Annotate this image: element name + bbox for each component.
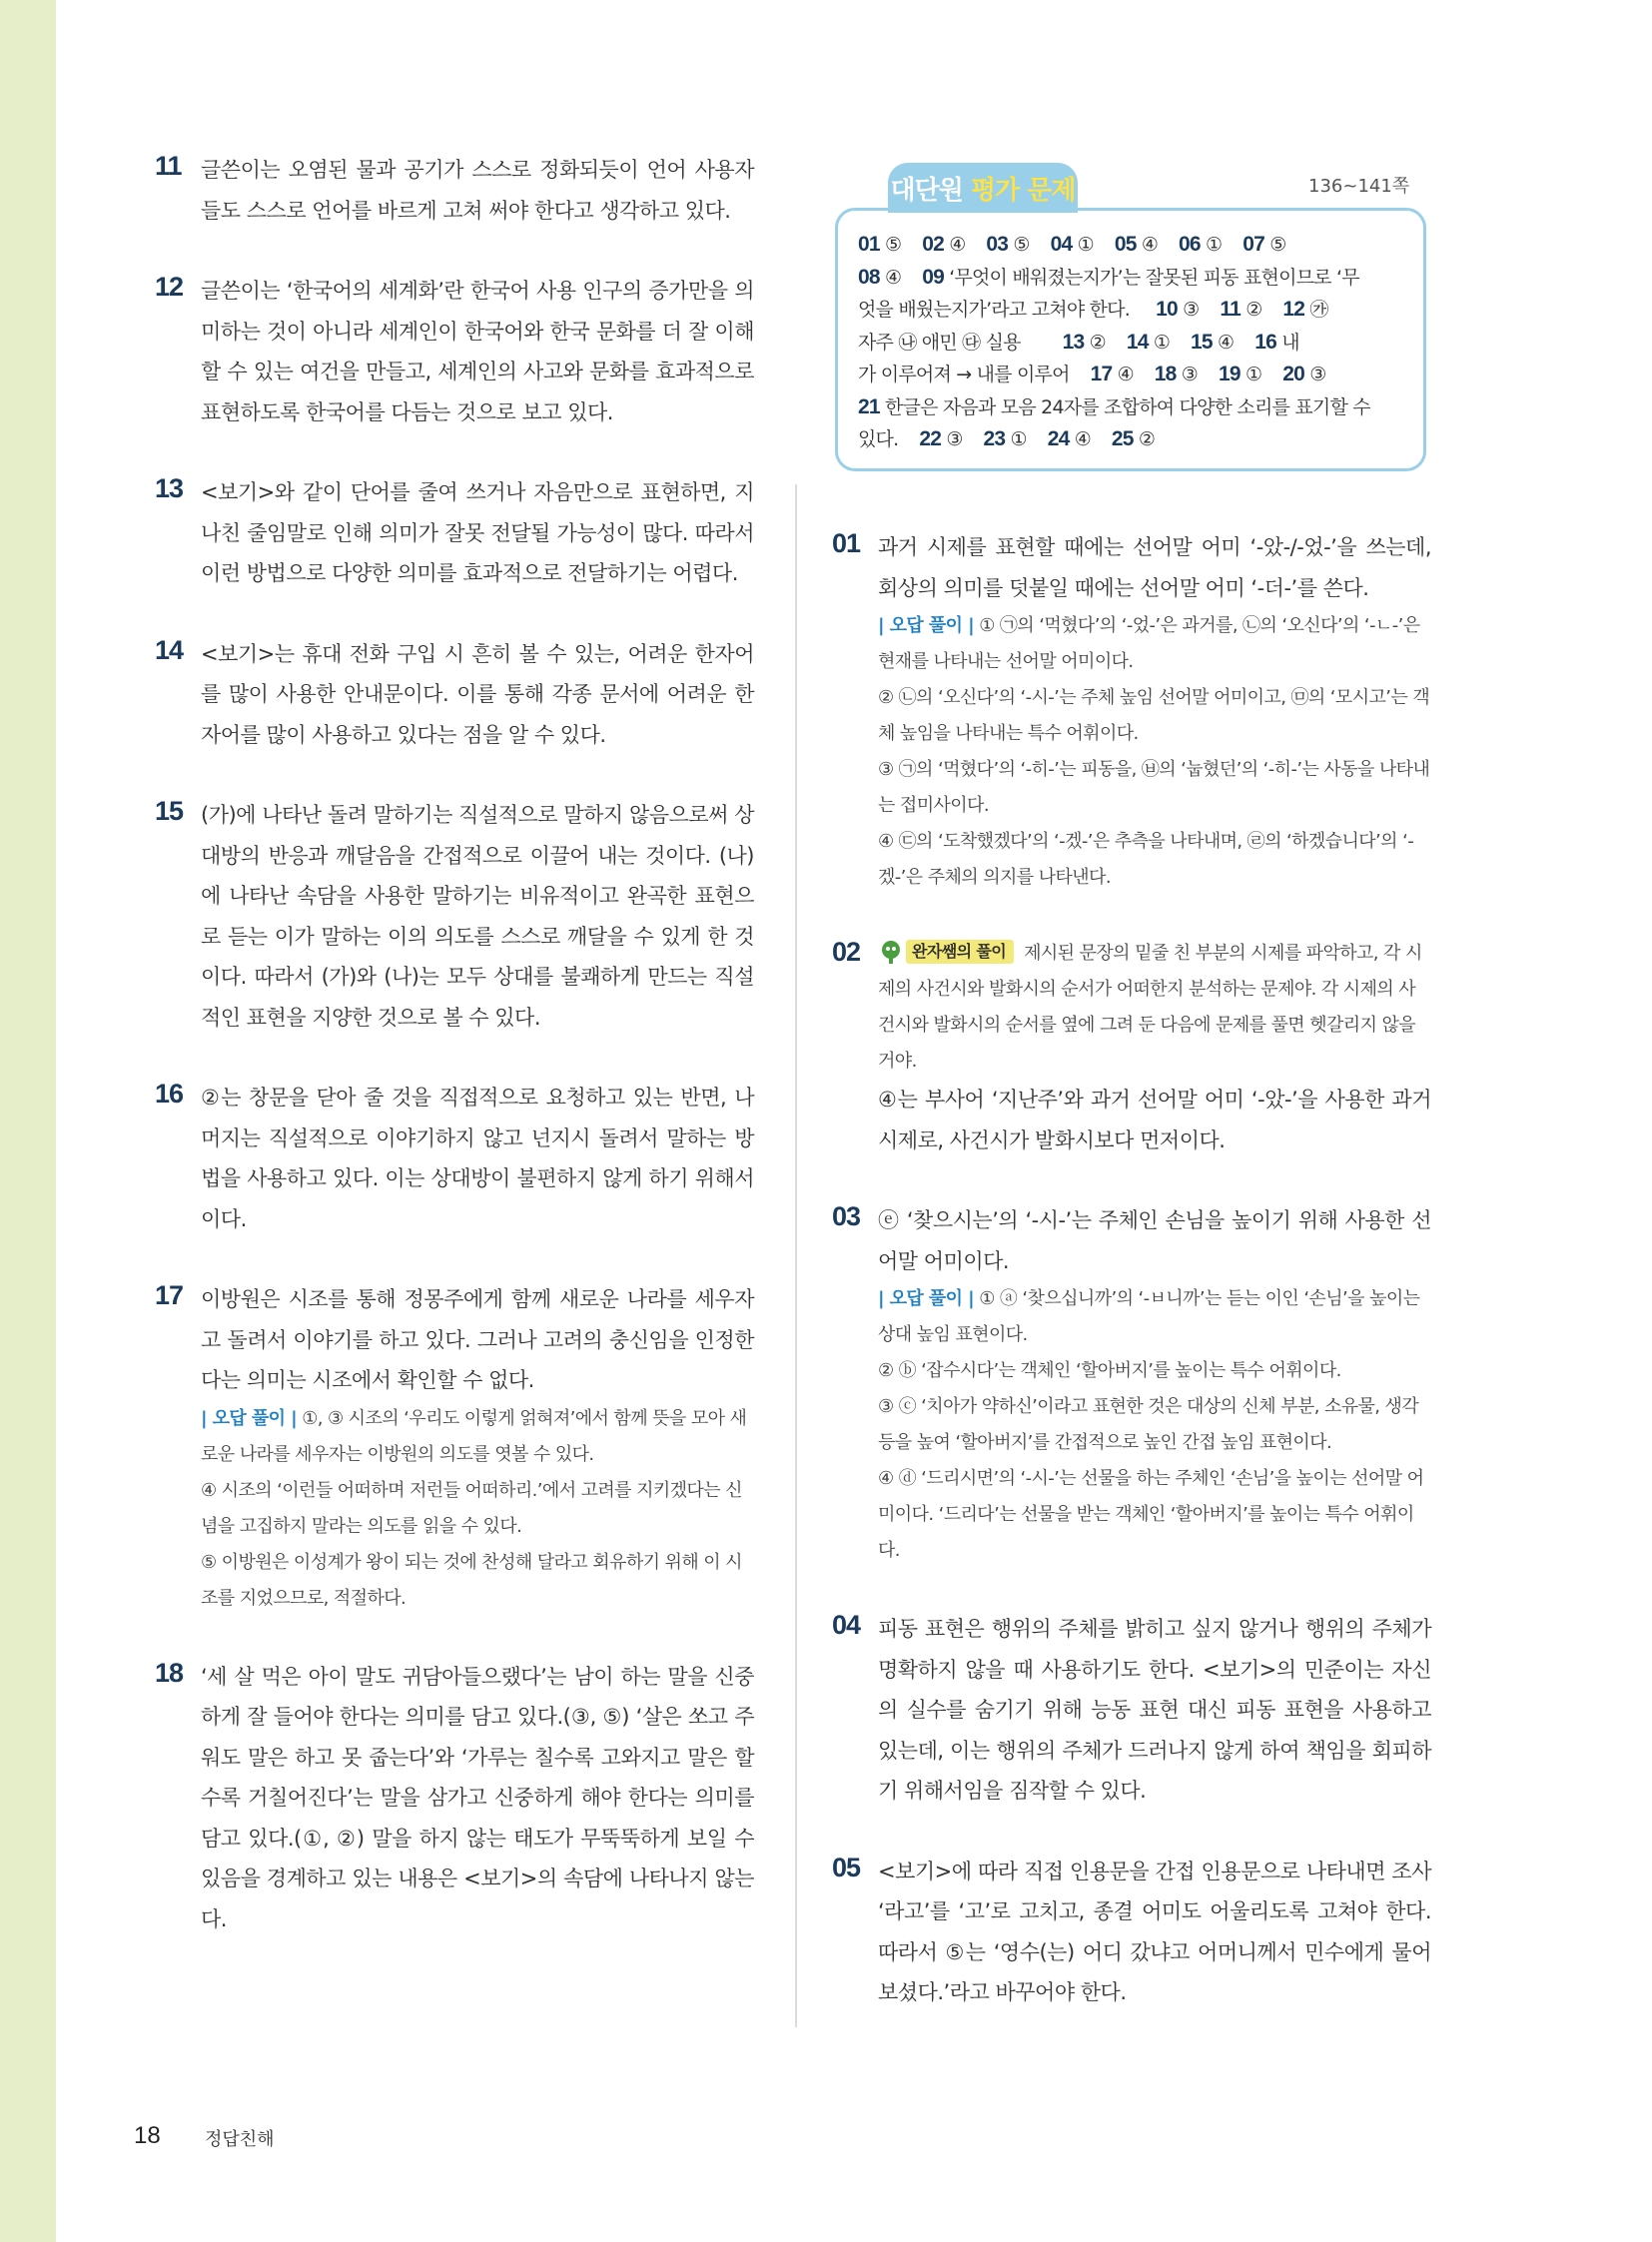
wrong-answer-note-text: ④ 시조의 ‘이런들 어떠하며 저런들 어떠하리.’에서 고려를 지키겠다는 신념을 고집하지 말라는 의도를 읽을 수 있다.	[201, 1479, 742, 1537]
question-number: 03	[832, 1201, 861, 1231]
answer-key-line: 자주 ㉯ 애민 ㉰ 실용 13 ② 14 ① 15 ④ 16 내	[858, 330, 1299, 354]
answer-box-title	[888, 170, 1078, 207]
answer-box-tab	[888, 163, 1078, 213]
question-number: 13	[155, 473, 184, 503]
question-number: 18	[155, 1657, 184, 1688]
answer-key-line: 21 한글은 자음과 모음 24자를 조합하여 다양한 소리를 표기할 수	[858, 394, 1370, 418]
question-number: 16	[155, 1079, 184, 1109]
question-number: 02	[832, 937, 861, 967]
question-explanation: (가)에 나타난 돌려 말하기는 직설적으로 말하지 않음으로써 상대방의 반응과 깨달음을 간접적으로 이끌어 내는 것이다. (나)에 나타난 속담을 사용한 말하기는 비유적이고 완곡한 표현으로 듣는 이가 말하는 이의 의도를 스스로 깨달을 수 있게 한 것이다. 따라서 (가)와 (나)는 모두 상대를 불쾌하게 만드는 직설적인 표현을 지양한 것으로 볼 수 있다.	[201, 803, 754, 1030]
right-column	[832, 527, 1431, 2053]
answer-key-line: 가 이루어져 → 내를 이루어 17 ④ 18 ③ 19 ① 20 ③	[858, 363, 1326, 385]
answer-box	[835, 208, 1426, 471]
wrong-answer-note	[878, 1461, 1431, 1569]
answer-box-title-part2: 평가 문제	[970, 176, 1076, 206]
question-item	[155, 472, 754, 594]
question-explanation: 피동 표현은 행위의 주체를 밝히고 싶지 않거나 행위의 주체가 명확하지 않을 때 사용하기도 한다. <보기>의 민준이는 자신의 실수를 숨기기 위해 능동 표현 대신 피동 표현을 사용하고 있는데, 이는 행위의 주체가 드러나지 않게 하여 책임을 회피하기 위해서임을 짐작할 수 있다.	[878, 1617, 1431, 1803]
answer-box-pages: 136~141쪽	[1308, 176, 1410, 197]
question-item	[832, 1200, 1431, 1569]
wrong-answer-note-text: ⑤ 이방원은 이성계가 왕이 되는 것에 찬성해 달라고 회유하기 위해 이 시조를 지었으므로, 적절하다.	[201, 1551, 742, 1609]
question-number: 01	[832, 528, 861, 558]
wrong-answer-note-text: ① ⓐ ‘찾으십니까’의 ‘-ㅂ니까’는 듣는 이인 ‘손님’을 높이는 상대 높임 표현이다.	[878, 1288, 1420, 1345]
solver-explanation	[878, 936, 1431, 1080]
solver-tag: 완자쌤의 풀이	[906, 940, 1014, 964]
question-item	[155, 271, 754, 432]
wrong-answer-note-text: ④ ㉢의 ‘도착했겠다’의 ‘-겠-’은 추측을 나타내며, ㉣의 ‘하겠습니다’의 ‘-겠-’은 주체의 의지를 나타낸다.	[878, 831, 1414, 888]
answer-key-line: 엇을 배웠는지가’라고 고쳐야 한다. 10 ③ 11 ② 12 ㉮	[858, 298, 1328, 321]
question-number: 17	[155, 1280, 184, 1310]
question-explanation: ④는 부사어 ‘지난주’와 과거 선어말 어미 ‘-았-’을 사용한 과거 시제로, 사건시가 발화시보다 먼저이다.	[878, 1088, 1431, 1152]
side-band	[0, 0, 56, 2242]
column-divider	[795, 484, 797, 2027]
footer-label: 정답친해	[205, 2129, 275, 2150]
question-explanation: <보기>에 따라 직접 인용문을 간접 인용문으로 나타내면 조사 ‘라고’를 ‘고’로 고치고, 종결 어미도 어울리도록 고쳐야 한다. 따라서 ⑤는 ‘영수(는) 어디 갔냐고 어머니께서 민수에게 물어보셨다.’라고 바꾸어야 한다.	[878, 1859, 1431, 2004]
tutor-character-icon	[878, 939, 904, 965]
wrong-answer-note-text: ④ ⓓ ‘드리시면’의 ‘-시-’는 선물을 하는 주체인 ‘손님’을 높이는 선어말 어미이다. ‘드리다’는 선물을 받는 객체인 ‘할아버지’를 높이는 특수 어휘이다.	[878, 1468, 1424, 1561]
question-item	[155, 1657, 754, 1940]
question-number: 11	[155, 151, 182, 181]
question-explanation: <보기>와 같이 단어를 줄여 쓰거나 자음만으로 표현하면, 지나친 줄임말로 인해 의미가 잘못 전달될 가능성이 많다. 따라서 이런 방법으로 다양한 의미를 효과적으로 전달하기는 어렵다.	[201, 480, 754, 585]
question-item	[832, 1852, 1431, 2013]
question-explanation: <보기>는 휴대 전화 구입 시 흔히 볼 수 있는, 어려운 한자어를 많이 사용한 안내문이다. 이를 통해 각종 문서에 어려운 한자어를 많이 사용하고 있다는 점을 알 수 있다.	[201, 641, 754, 747]
question-item	[155, 795, 754, 1038]
wrong-answer-note-text: ①, ③ 시조의 ‘우리도 이렇게 얽혀져’에서 함께 뜻을 모아 새로운 나라를 세우자는 이방원의 의도를 엿볼 수 있다.	[201, 1407, 747, 1465]
question-item	[832, 936, 1431, 1160]
wrong-answer-note	[201, 1545, 754, 1617]
question-item	[155, 150, 754, 231]
answer-key-line: 08 ④ 09 ‘무엇이 배워졌는지가’는 잘못된 피동 표현이므로 ‘무	[858, 265, 1359, 289]
wrong-answer-notes	[201, 1401, 754, 1617]
wrong-answer-note-text: ② ⓑ ‘잡수시다’는 객체인 ‘할아버지’를 높이는 특수 어휘이다.	[878, 1360, 1341, 1381]
wrong-answer-notes	[878, 1281, 1431, 1569]
question-item	[832, 1609, 1431, 1812]
wrong-answer-note	[878, 1353, 1431, 1389]
question-number: 04	[832, 1610, 861, 1640]
question-explanation: 글쓴이는 ‘한국어의 세계화’란 한국어 사용 인구의 증가만을 의미하는 것이 아니라 세계인이 한국어와 한국 문화를 더 잘 이해할 수 있는 여건을 만들고, 세계인의 사고와 문화를 효과적으로 표현하도록 한국어를 다듬는 것으로 보고 있다.	[201, 279, 754, 424]
question-explanation: ‘세 살 먹은 아이 말도 귀담아들으랬다’는 남이 하는 말을 신중하게 잘 들어야 한다는 의미를 담고 있다.(③, ⑤) ‘살은 쏘고 주워도 말은 하고 못 줍는다’와 ‘가루는 칠수록 고와지고 말은 할수록 거칠어진다’는 말을 삼가고 신중하게 해야 한다는 의미를 담고 있다.(①, ②) 말을 하지 않는 태도가 무뚝뚝하게 보일 수 있음을 경계하고 있는 내용은 <보기>의 속담에 나타나지 않는다.	[201, 1664, 754, 1931]
wrong-answer-note-text: ③ ㉠의 ‘먹혔다’의 ‘-히-’는 피동을, ㉥의 ‘눕혔던’의 ‘-히-’는 사동을 나타내는 접미사이다.	[878, 759, 1430, 816]
left-column	[155, 150, 754, 1979]
wrong-answer-note	[878, 824, 1431, 896]
question-item	[155, 634, 754, 756]
wrong-answer-note-text: ③ ⓒ ‘치아가 약하신’이라고 표현한 것은 대상의 신체 부분, 소유물, 생각 등을 높여 ‘할아버지’를 간접적으로 높인 간접 높임 표현이다.	[878, 1396, 1419, 1453]
wrong-answer-notes	[878, 608, 1431, 896]
answer-key-line: 01 ⑤ 02 ④ 03 ⑤ 04 ① 05 ④ 06 ① 07 ⑤	[858, 233, 1286, 256]
wrong-answer-note	[878, 1389, 1431, 1461]
answer-key-line: 있다. 22 ③ 23 ① 24 ④ 25 ②	[858, 427, 1156, 450]
page-number: 18	[134, 2122, 161, 2149]
wrong-answer-note	[878, 608, 1431, 680]
question-number: 15	[155, 796, 184, 826]
wrong-answer-note-text: ① ㉠의 ‘먹혔다’의 ‘-었-’은 과거를, ㉡의 ‘오신다’의 ‘-ㄴ-’은 현재를 나타내는 선어말 어미이다.	[878, 615, 1420, 672]
question-number: 14	[155, 634, 184, 665]
question-number: 12	[155, 272, 184, 302]
wrong-answer-note	[201, 1401, 754, 1473]
question-explanation: 과거 시제를 표현할 때에는 선어말 어미 ‘-았-/-었-’을 쓰는데, 회상의 의미를 덧붙일 때에는 선어말 어미 ‘-더-’를 쓴다.	[878, 535, 1431, 600]
wrong-answer-note-text: ② ㉡의 ‘오신다’의 ‘-시-’는 주체 높임 선어말 어미이고, ㉤의 ‘모시고’는 객체 높임을 나타내는 특수 어휘이다.	[878, 687, 1430, 744]
solver-text: 제시된 문장의 밑줄 친 부분의 시제를 파악하고, 각 시제의 사건시와 발화시의 순서가 어떠한지 분석하는 문제야. 각 시제의 사건시와 발화시의 순서를 옆에 그려 둔 다음에 문제를 풀면 헷갈리지 않을 거야.	[878, 943, 1422, 1072]
wrong-answer-tag: | 오답 풀이 |	[201, 1407, 298, 1429]
question-item	[155, 1279, 754, 1617]
wrong-answer-note	[878, 680, 1431, 752]
question-explanation: ⓔ ‘찾으시는’의 ‘-시-’는 주체인 손님을 높이기 위해 사용한 선어말 어미이다.	[878, 1208, 1431, 1273]
question-explanation: 글쓴이는 오염된 물과 공기가 스스로 정화되듯이 언어 사용자들도 스스로 언어를 바르게 고쳐 써야 한다고 생각하고 있다.	[201, 158, 754, 223]
wrong-answer-tag: | 오답 풀이 |	[878, 615, 975, 636]
question-item	[155, 1078, 754, 1239]
question-number: 05	[832, 1852, 861, 1882]
wrong-answer-note	[878, 1281, 1431, 1353]
wrong-answer-note	[201, 1473, 754, 1545]
question-explanation: 이방원은 시조를 통해 정몽주에게 함께 새로운 나라를 세우자고 돌려서 이야기를 하고 있다. 그러나 고려의 충신임을 인정한다는 의미는 시조에서 확인할 수 없다.	[201, 1287, 754, 1392]
wrong-answer-note	[878, 752, 1431, 824]
question-explanation: ②는 창문을 닫아 줄 것을 직접적으로 요청하고 있는 반면, 나머지는 직설적으로 이야기하지 않고 넌지시 돌려서 말하는 방법을 사용하고 있다. 이는 상대방이 불편하지 않게 하기 위해서이다.	[201, 1086, 754, 1231]
answer-box-title-part1: 대단원	[890, 176, 963, 206]
wrong-answer-tag: | 오답 풀이 |	[878, 1288, 975, 1309]
answer-key-grid	[858, 229, 1401, 456]
question-item	[832, 527, 1431, 896]
